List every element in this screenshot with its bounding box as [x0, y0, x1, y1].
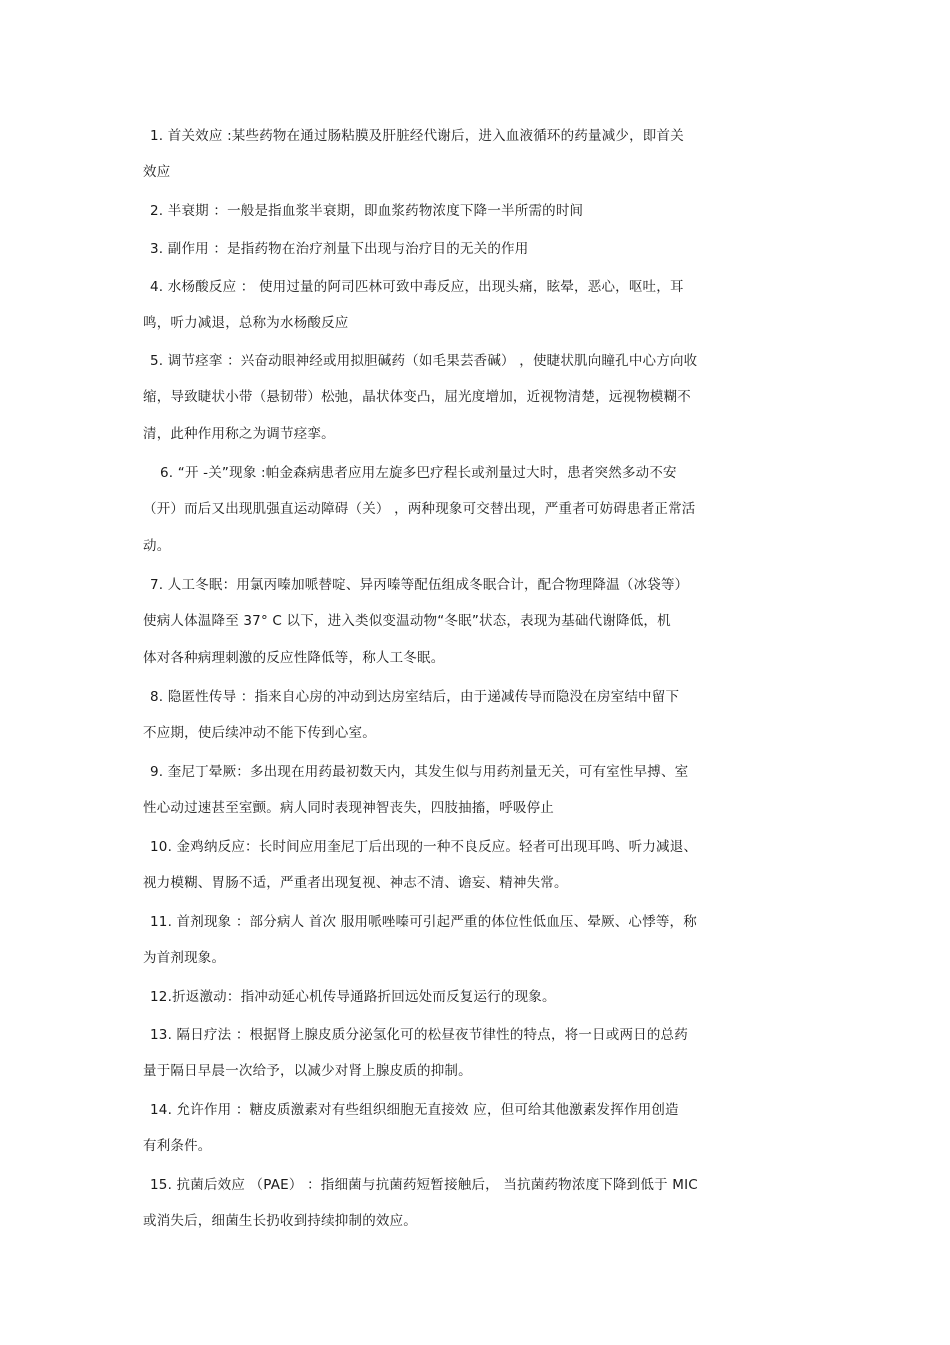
text-line: 13. 隔日疗法 ：根据肾上腺皮质分泌氢化可的松昼夜节律性的特点，将一日或两日的总药	[150, 1027, 688, 1043]
text-line: 7. 人工冬眠：用氯丙嗪加哌替啶、异丙嗪等配伍组成冬眠合计，配合物理降温（冰袋等）	[150, 577, 689, 593]
text-line: （开）而后又出现肌强直运动障碍（关） ，两种现象可交替出现，严重者可妨碍患者正常活	[143, 501, 696, 517]
text-line: 8. 隐匿性传导 ：指来自心房的冲动到达房室结后，由于递减传导而隐没在房室结中留下	[150, 689, 680, 705]
text-line: 或消失后，细菌生长扔收到持续抑制的效应。	[143, 1213, 417, 1229]
text-line: 11. 首剂现象 ：部分病人 首次 服用哌唑嗪可引起严重的体位性低血压、晕厥、心悸等，称	[150, 914, 697, 930]
text-line: 体对各种病理刺激的反应性降低等，称人工冬眠。	[143, 650, 445, 666]
text-line: 5. 调节痉挛 ：兴奋动眼神经或用拟胆碱药（如毛果芸香碱） ，使睫状肌向瞳孔中心方向收	[150, 353, 698, 369]
text-line: 动。	[143, 538, 171, 554]
text-line: 视力模糊、胃肠不适，严重者出现复视、神志不清、谵妄、精神失常。	[143, 875, 568, 891]
text-line: 鸣，听力减退，总称为水杨酸反应	[143, 315, 349, 331]
text-line: 1. 首关效应 :某些药物在通过肠粘膜及肝脏经代谢后，进入血液循环的药量减少，即首关	[150, 128, 684, 144]
text-line: 9. 奎尼丁晕厥：多出现在用药最初数天内，其发生似与用药剂量无关，可有室性早搏、室	[150, 764, 689, 780]
text-line: 使病人体温降至 37° C 以下，进入类似变温动物“冬眠”状态，表现为基础代谢降低，机	[143, 613, 671, 629]
text-line: 4. 水杨酸反应 ： 使用过量的阿司匹林可致中毒反应，出现头痛，眩晕，恶心，呕吐，耳	[150, 279, 684, 295]
text-line: 有利条件。	[143, 1138, 212, 1154]
text-line: 量于隔日早晨一次给予，以减少对肾上腺皮质的抑制。	[143, 1063, 472, 1079]
text-line: 清，此种作用称之为调节痉挛。	[143, 426, 335, 442]
text-line: 15. 抗菌后效应 （PAE） ：指细菌与抗菌药短暂接触后， 当抗菌药物浓度下降到低于 MIC	[150, 1177, 698, 1193]
text-line: 14. 允许作用 ：糖皮质激素对有些组织细胞无直接效 应，但可给其他激素发挥作用创造	[150, 1102, 679, 1118]
text-line: 2. 半衰期 ：一般是指血浆半衰期，即血浆药物浓度下降一半所需的时间	[150, 203, 584, 219]
text-line: 缩，导致睫状小带（悬韧带）松弛，晶状体变凸，屈光度增加，近视物清楚，远视物模糊不	[143, 389, 691, 405]
text-line: 不应期，使后续冲动不能下传到心室。	[143, 725, 376, 741]
text-line: 为首剂现象。	[143, 950, 226, 966]
text-line: 12.折返激动：指冲动延心机传导通路折回远处而反复运行的现象。	[150, 989, 556, 1005]
text-line: 10. 金鸡纳反应：长时间应用奎尼丁后出现的一种不良反应。轻者可出现耳鸣、听力减退、	[150, 839, 698, 855]
text-line: 3. 副作用 ：是指药物在治疗剂量下出现与治疗目的无关的作用	[150, 241, 529, 257]
text-line: 性心动过速甚至室颤。病人同时表现神智丧失，四肢抽搐，呼吸停止	[143, 800, 554, 816]
text-line: 效应	[143, 164, 171, 180]
text-line: 6. “开 -关”现象 :帕金森病患者应用左旋多巴疗程长或剂量过大时，患者突然多动不安	[160, 465, 677, 481]
